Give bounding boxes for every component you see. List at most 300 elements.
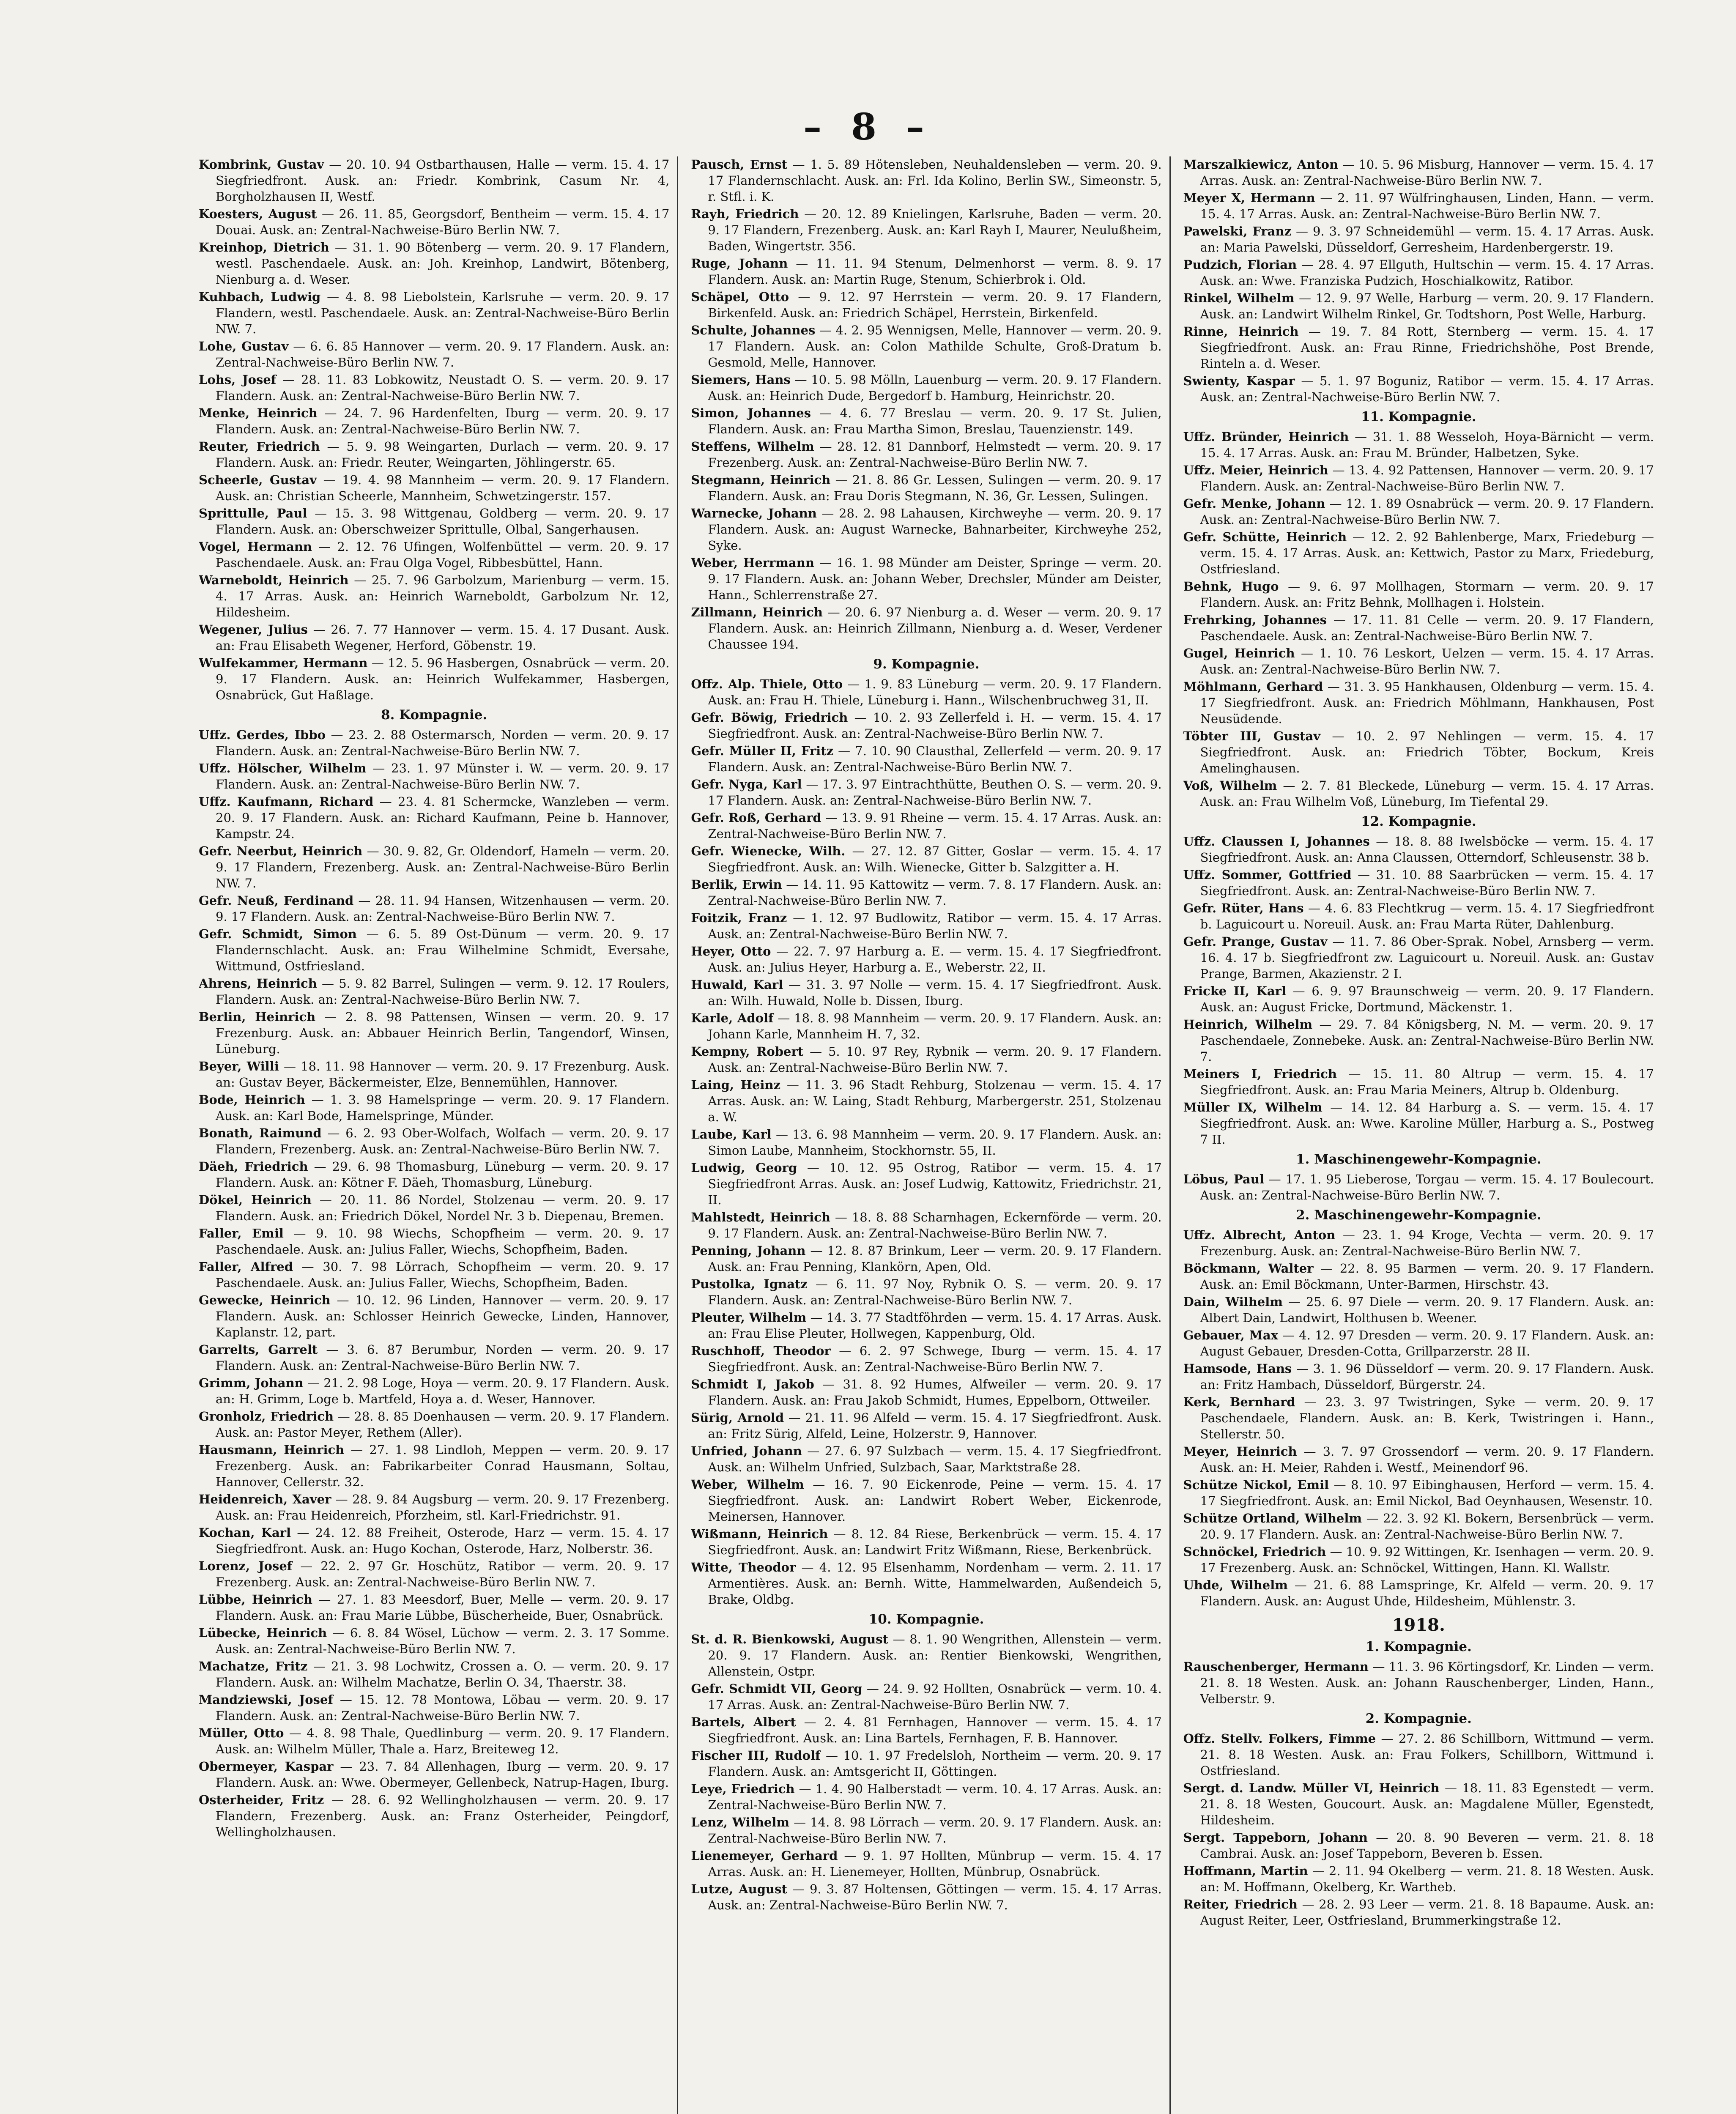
entry-name: Lübecke, Heinrich	[199, 1626, 327, 1640]
entry-details: — 10. 2. 97 Nehlingen — verm. 15. 4. 17 Siegfriedfront. Ausk. an: Friedrich Töbter, Bockum, Kreis Amelinghausen.	[1200, 729, 1654, 775]
list-entry	[199, 1342, 669, 1374]
entry-details: — 4. 8. 98 Thale, Quedlinburg — verm. 20. 9. 17 Flandern. Ausk. an: Wilhelm Müller, Thale a. Harz, Breiteweg 12.	[216, 1726, 670, 1756]
list-entry	[199, 472, 669, 504]
list-entry	[1183, 1510, 1654, 1542]
entry-name: Rayh, Friedrich	[691, 207, 799, 221]
list-entry	[1183, 1227, 1654, 1259]
entry-details: — 20. 11. 86 Nordel, Stolzenau — verm. 20. 9. 17 Flandern. Ausk. an: Friedrich Dökel, Nordel Nr. 3 b. Diepenau, Bremen.	[216, 1193, 670, 1223]
entry-name: Müller IX, Wilhelm	[1183, 1100, 1323, 1115]
entry-details: — 21. 11. 96 Alfeld — verm. 15. 4. 17 Siegfriedfront. Ausk. an: Fritz Sürig, Alfeld, Leine, Holzerstr. 9, Hannover.	[708, 1410, 1162, 1441]
entry-name: Rinne, Heinrich	[1183, 324, 1299, 339]
list-entry	[1183, 190, 1654, 222]
entry-details: — 4. 6. 77 Breslau — verm. 20. 9. 17 St. Julien, Flandern. Ausk. an: Frau Martha Simon, Breslau, Tauenzienstr. 149.	[708, 406, 1162, 436]
entry-name: Simon, Johannes	[691, 406, 811, 420]
list-entry	[1183, 1659, 1654, 1707]
list-entry	[1183, 778, 1654, 810]
entry-details: — 11. 7. 86 Ober-Sprak. Nobel, Arnsberg — verm. 16. 4. 17 b. Siegfriedfront zw. Laguicourt u. Noreuil. Ausk. an: Gustav Prange, Barmen, Akazienstr. 2 I.	[1200, 934, 1654, 981]
entry-name: Faller, Emil	[199, 1226, 284, 1240]
entry-name: Uffz. Meier, Heinrich	[1183, 463, 1328, 477]
entry-name: Berlin, Heinrich	[199, 1010, 316, 1024]
list-entry	[199, 727, 669, 759]
list-entry	[1183, 1896, 1654, 1928]
entry-details: — 27. 6. 97 Sulzbach — verm. 15. 4. 17 Siegfriedfront. Ausk. an: Wilhelm Unfried, Sulzbach, Saar, Marktstraße 28.	[708, 1444, 1162, 1474]
entry-details: — 1. 9. 83 Lüneburg — verm. 20. 9. 17 Flandern. Ausk. an: Frau H. Thiele, Lüneburg i. Hann., Wilschenbruchweg 31, II.	[708, 677, 1162, 707]
list-entry	[691, 555, 1161, 603]
list-entry	[1183, 645, 1654, 677]
entry-details: — 16. 7. 90 Eickenrode, Peine — verm. 15. 4. 17 Siegfriedfront. Ausk. an: Landwirt Robert Weber, Eickenrode, Meinersen, Hannover.	[708, 1477, 1162, 1524]
list-entry	[691, 438, 1161, 471]
company-heading: 10. Kompagnie.	[868, 1612, 984, 1627]
entry-name: Löbus, Paul	[1183, 1172, 1264, 1186]
entry-details: — 1. 3. 98 Hamelspringe — verm. 20. 9. 17 Flandern. Ausk. an: Karl Bode, Hamelspringe, Münder.	[216, 1093, 670, 1123]
entry-details: — 9. 6. 97 Mollhagen, Stormarn — verm. 20. 9. 17 Flandern. Ausk. an: Fritz Behnk, Mollhagen i. Holstein.	[1200, 579, 1654, 610]
entry-details: — 17. 11. 81 Celle — verm. 20. 9. 17 Flandern, Paschendaele. Ausk. an: Zentral-Nachweise-Büro Berlin NW. 7.	[1200, 613, 1654, 643]
entry-details: — 9. 3. 87 Holtensen, Göttingen — verm. 15. 4. 17 Arras. Ausk. an: Zentral-Nachweise-Büro Berlin NW. 7.	[708, 1882, 1162, 1912]
list-entry	[691, 1343, 1161, 1375]
list-entry	[199, 1625, 669, 1657]
entry-name: Offz. Stellv. Folkers, Fimme	[1183, 1731, 1376, 1746]
entry-details: — 3. 7. 97 Grossendorf — verm. 20. 9. 17 Flandern. Ausk. an: H. Meier, Rahden i. Westf., Meinendorf 96.	[1200, 1444, 1654, 1475]
entry-details: — 1. 4. 90 Halberstadt — verm. 10. 4. 17 Arras. Ausk. an: Zentral-Nachweise-Büro Berlin NW. 7.	[708, 1782, 1162, 1812]
list-entry	[1183, 496, 1654, 528]
list-entry	[691, 1747, 1161, 1780]
entry-details: — 24. 12. 88 Freiheit, Osterode, Harz — verm. 15. 4. 17 Siegfriedfront. Ausk. an: Hugo Kochan, Osterode, Harz, Nolberstr. 36.	[216, 1525, 670, 1556]
entry-name: Lienemeyer, Gerhard	[691, 1848, 838, 1863]
entry-name: Wißmann, Heinrich	[691, 1527, 828, 1541]
list-entry	[691, 1243, 1161, 1275]
entry-details: — 3. 6. 87 Berumbur, Norden — verm. 20. 9. 17 Flandern. Ausk. an: Zentral-Nachweise-Büro Berlin NW. 7.	[216, 1342, 670, 1373]
list-entry	[199, 1158, 669, 1191]
entry-name: Mahlstedt, Heinrich	[691, 1210, 831, 1224]
list-entry	[1183, 934, 1654, 982]
entry-details: — 8. 12. 84 Riese, Berkenbrück — verm. 15. 4. 17 Siegfriedfront. Ausk. an: Landwirt Fritz Wißmann, Riese, Berkenbrück.	[708, 1527, 1162, 1557]
list-entry	[691, 156, 1161, 205]
list-entry	[1183, 1477, 1654, 1509]
entry-details: — 6. 8. 84 Wösel, Lüchow — verm. 2. 3. 17 Somme. Ausk. an: Zentral-Nachweise-Büro Berlin NW. 7.	[216, 1626, 670, 1656]
entry-details: — 8. 10. 97 Eibinghausen, Herford — verm. 15. 4. 17 Siegfriedfront. Ausk. an: Emil Nickol, Bad Oeynhausen, Wesenstr. 10.	[1200, 1478, 1654, 1508]
list-entry	[691, 255, 1161, 288]
entry-details: — 27. 1. 83 Meesdorf, Buer, Melle — verm. 20. 9. 17 Flandern. Ausk. an: Frau Marie Lübbe, Büscherheide, Buer, Osnabrück.	[216, 1592, 670, 1623]
entry-details: — 6. 9. 97 Braunschweig — verm. 20. 9. 17 Flandern. Ausk. an: August Fricke, Dortmund, Mäckenstr. 1.	[1200, 984, 1654, 1014]
entry-name: Warneboldt, Heinrich	[199, 573, 349, 587]
entry-name: Bode, Heinrich	[199, 1093, 305, 1107]
entry-details: — 2. 11. 97 Wülfringhausen, Linden, Hann. — verm. 15. 4. 17 Arras. Ausk. an: Zentral-Nachweise-Büro Berlin NW. 7.	[1200, 191, 1654, 221]
list-entry	[691, 1559, 1161, 1607]
entry-details: — 18. 8. 98 Mannheim — verm. 20. 9. 17 Flandern. Ausk. an: Johann Karle, Mannheim H. 7, 32.	[708, 1011, 1162, 1041]
list-entry	[199, 1125, 669, 1157]
entry-name: Heidenreich, Xaver	[199, 1492, 331, 1506]
company-heading: 2. Kompagnie.	[1365, 1711, 1472, 1726]
entry-name: Rauschenberger, Hermann	[1183, 1659, 1369, 1674]
entry-name: Lohe, Gustav	[199, 339, 289, 353]
entry-name: Gefr. Roß, Gerhard	[691, 811, 821, 825]
entry-name: Gefr. Schmidt, Simon	[199, 927, 357, 941]
list-entry	[691, 810, 1161, 842]
entry-name: Meyer, Heinrich	[1183, 1444, 1297, 1459]
entry-details: — 20. 12. 89 Knielingen, Karlsruhe, Baden — verm. 20. 9. 17 Flandern, Frezenberg. Ausk. an: Karl Rayh I, Maurer, Neulußheim, Baden, Wingertstr. 356.	[708, 207, 1162, 253]
company-heading: 1. Kompagnie.	[1365, 1639, 1472, 1654]
entry-details: — 1. 12. 97 Budlowitz, Ratibor — verm. 15. 4. 17 Arras. Ausk. an: Zentral-Nachweise-Büro Berlin NW. 7.	[708, 911, 1162, 941]
list-entry	[1183, 1863, 1654, 1895]
list-entry	[1183, 1443, 1654, 1476]
list-entry	[691, 1526, 1161, 1558]
list-entry	[691, 372, 1161, 404]
year-heading: 1918.	[1392, 1615, 1445, 1635]
entry-details: — 27. 1. 98 Lindloh, Meppen — verm. 20. 9. 17 Frezenberg. Ausk. an: Fabrikarbeiter Conrad Hausmann, Soltau, Hannover, Cellerstr. 32.	[216, 1443, 670, 1489]
entry-details: — 19. 7. 84 Rott, Sternberg — verm. 15. 4. 17 Siegfriedfront. Ausk. an: Frau Rinne, Friedrichshöhe, Post Brende, Rinteln a. d. Weser.	[1200, 324, 1654, 371]
entry-details: — 21. 8. 86 Gr. Lessen, Sulingen — verm. 20. 9. 17 Flandern. Ausk. an: Frau Doris Stegmann, N. 36, Gr. Lessen, Sulingen.	[708, 473, 1162, 503]
entry-name: Wegener, Julius	[199, 622, 308, 637]
entry-name: Lutze, August	[691, 1882, 787, 1896]
company-heading: 2. Maschinengewehr-Kompagnie.	[1296, 1208, 1542, 1223]
entry-name: Uhde, Wilhelm	[1183, 1578, 1288, 1592]
entry-name: Sprittulle, Paul	[199, 506, 307, 520]
entry-details: — 28. 8. 85 Doenhausen — verm. 20. 9. 17 Flandern. Ausk. an: Pastor Meyer, Rethem (Aller).	[216, 1409, 670, 1440]
entry-name: Heinrich, Wilhelm	[1183, 1017, 1313, 1032]
entry-name: Koesters, August	[199, 207, 317, 221]
list-entry	[199, 1442, 669, 1490]
entry-details: — 22. 3. 92 Kl. Bokern, Bersenbrück — verm. 20. 9. 17 Flandern. Ausk. an: Zentral-Nachweise-Büro Berlin NW. 7.	[1200, 1511, 1654, 1542]
entry-name: Voß, Wilhelm	[1183, 778, 1277, 793]
entry-name: Pustolka, Ignatz	[691, 1277, 808, 1291]
entry-details: — 15. 11. 80 Altrup — verm. 15. 4. 17 Siegfriedfront. Ausk. an: Frau Maria Meiners, Altrup b. Oldenburg.	[1200, 1067, 1654, 1097]
entry-details: — 10. 2. 93 Zellerfeld i. H. — verm. 15. 4. 17 Siegfriedfront. Ausk. an: Zentral-Nachweise-Büro Berlin NW. 7.	[708, 710, 1162, 741]
entry-details: — 27. 2. 86 Schillborn, Wittmund — verm. 21. 8. 18 Westen. Ausk. an: Frau Folkers, Schillborn, Wittmund i. Ostfriesland.	[1200, 1731, 1654, 1778]
entry-details: — 3. 1. 96 Düsseldorf — verm. 20. 9. 17 Flandern. Ausk. an: Fritz Hambach, Düsseldorf, Bürgerstr. 24.	[1200, 1361, 1654, 1392]
entry-name: Machatze, Fritz	[199, 1659, 308, 1673]
entry-details: — 12. 8. 87 Brinkum, Leer — verm. 20. 9. 17 Flandern. Ausk. an: Frau Penning, Klankörn, Apen, Old.	[708, 1243, 1162, 1274]
entry-details: — 9. 3. 97 Schneidemühl — verm. 15. 4. 17 Arras. Ausk. an: Maria Pawelski, Düsseldorf, Gerresheim, Hardenbergerstr. 19.	[1200, 224, 1654, 255]
entry-name: Kombrink, Gustav	[199, 157, 324, 172]
entry-details: — 2. 4. 81 Fernhagen, Hannover — verm. 15. 4. 17 Siegfriedfront. Ausk. an: Lina Bartels, Fernhagen, F. B. Hannover.	[708, 1715, 1162, 1745]
list-entry	[199, 505, 669, 537]
entry-details: — 21. 3. 98 Lochwitz, Crossen a. O. — verm. 20. 9. 17 Flandern. Ausk. an: Wilhelm Machatze, Berlin O. 34, Thaerstr. 38.	[216, 1659, 670, 1690]
list-entry	[691, 676, 1161, 708]
entry-details: — 28. 6. 92 Wellingholzhausen — verm. 20. 9. 17 Flandern, Frezenberg. Ausk. an: Franz Osterheider, Peingdorf, Wellingholzhausen.	[216, 1793, 670, 1839]
entry-name: Lorenz, Josef	[199, 1559, 293, 1573]
entry-details: — 15. 3. 98 Wittgenau, Goldberg — verm. 20. 9. 17 Flandern. Ausk. an: Oberschweizer Sprittulle, Olbal, Sangerhausen.	[216, 506, 670, 537]
list-entry	[1183, 257, 1654, 289]
entry-details: — 28. 11. 94 Hansen, Witzenhausen — verm. 20. 9. 17 Flandern. Ausk. an: Zentral-Nachweise-Büro Berlin NW. 7.	[216, 893, 670, 924]
entry-name: Gefr. Schütte, Heinrich	[1183, 530, 1347, 544]
entry-name: Gefr. Wienecke, Wilh.	[691, 844, 846, 858]
entry-details: — 31. 10. 88 Saarbrücken — verm. 15. 4. 17 Siegfriedfront. Ausk. an: Zentral-Nachweise-Büro Berlin NW. 7.	[1200, 868, 1654, 898]
entry-name: Ahrens, Heinrich	[199, 976, 317, 991]
entry-name: Kerk, Bernhard	[1183, 1395, 1295, 1409]
entry-details: — 28. 12. 81 Dannborf, Helmstedt — verm. 20. 9. 17 Frezenberg. Ausk. an: Zentral-Nachweise-Büro Berlin NW. 7.	[708, 439, 1162, 470]
entry-details: — 12. 5. 96 Hasbergen, Osnabrück — verm. 20. 9. 17 Flandern. Ausk. an: Heinrich Wulfekammer, Hasbergen, Osnabrück, Gut Haßlage.	[216, 656, 670, 702]
list-entry	[199, 572, 669, 620]
entry-name: Hamsode, Hans	[1183, 1361, 1292, 1376]
entry-name: Pausch, Ernst	[691, 157, 788, 172]
list-entry	[199, 1525, 669, 1557]
entry-name: Sürig, Arnold	[691, 1410, 784, 1425]
entry-name: Menke, Heinrich	[199, 406, 318, 420]
list-entry	[199, 239, 669, 288]
entry-name: Lenz, Wilhelm	[691, 1815, 790, 1829]
entry-details: — 13. 9. 91 Rheine — verm. 15. 4. 17 Arras. Ausk. an: Zentral-Nachweise-Büro Berlin NW. 7.	[708, 811, 1162, 841]
entry-name: Bartels, Albert	[691, 1715, 796, 1729]
list-entry	[1183, 867, 1654, 899]
entry-name: Gronholz, Friedrich	[199, 1409, 334, 1424]
entry-details: — 20. 10. 94 Ostbarthausen, Halle — verm. 15. 4. 17 Siegfriedfront. Ausk. an: Friedr. Kombrink, Casum Nr. 4, Borgholzhausen II, Westf.	[216, 157, 670, 204]
entry-name: Obermeyer, Kaspar	[199, 1759, 334, 1774]
entry-details: — 14. 8. 98 Lörrach — verm. 20. 9. 17 Flandern. Ausk. an: Zentral-Nachweise-Büro Berlin NW. 7.	[708, 1815, 1162, 1846]
entry-name: Pleuter, Wilhelm	[691, 1310, 807, 1325]
entry-details: — 6. 11. 97 Noy, Rybnik O. S. — verm. 20. 9. 17 Flandern. Ausk. an: Zentral-Nachweise-Büro Berlin NW. 7.	[708, 1277, 1162, 1307]
entry-name: Steffens, Wilhelm	[691, 439, 814, 454]
list-entry	[199, 1591, 669, 1624]
list-entry	[691, 1681, 1161, 1713]
list-entry	[1183, 728, 1654, 776]
entry-name: Weber, Wilhelm	[691, 1477, 804, 1492]
entry-details: — 4. 12. 95 Elsenhamm, Nordenham — verm. 2. 11. 17 Armentières. Ausk. an: Bernh. Witte, Hammelwarden, Außendeich 5, Brake, Oldbg.	[708, 1560, 1162, 1607]
list-entry	[199, 1758, 669, 1791]
list-entry	[199, 926, 669, 974]
entry-details: — 2. 11. 94 Okelberg — verm. 21. 8. 18 Westen. Ausk. an: M. Hoffmann, Okelberg, Kr. Wartheb.	[1200, 1864, 1654, 1894]
entry-name: Fischer III, Rudolf	[691, 1748, 821, 1763]
entry-name: Gefr. Menke, Johann	[1183, 496, 1325, 511]
entry-name: Fricke II, Karl	[1183, 984, 1286, 998]
list-entry	[199, 760, 669, 792]
list-entry	[199, 372, 669, 404]
entry-details: — 1. 5. 89 Hötensleben, Neuhaldensleben — verm. 20. 9. 17 Flandernschlacht. Ausk. an: Frl. Ida Kolino, Berlin SW., Simeonstr. 5, r. Stfl. i. K.	[708, 157, 1162, 204]
list-entry	[1183, 1361, 1654, 1393]
entry-details: — 8. 1. 90 Wengrithen, Allenstein — verm. 20. 9. 17 Flandern. Ausk. an: Rentier Bienkowski, Wengrithen, Allenstein, Ostpr.	[708, 1632, 1162, 1679]
entry-name: Dain, Wilhelm	[1183, 1295, 1283, 1309]
list-entry	[691, 1781, 1161, 1813]
list-entry	[199, 1375, 669, 1407]
entry-name: Laing, Heinz	[691, 1078, 781, 1092]
entry-name: Weber, Herrmann	[691, 556, 814, 570]
list-entry	[1183, 373, 1654, 405]
list-entry	[691, 1714, 1161, 1746]
entry-name: Penning, Johann	[691, 1243, 806, 1258]
entry-name: Schäpel, Otto	[691, 290, 789, 304]
entry-details: — 5. 9. 82 Barrel, Sulingen — verm. 9. 12. 17 Roulers, Flandern. Ausk. an: Zentral-Nachweise-Büro Berlin NW. 7.	[216, 976, 670, 1007]
entry-details: — 23. 2. 88 Ostermarsch, Norden — verm. 20. 9. 17 Flandern. Ausk. an: Zentral-Nachweise-Büro Berlin NW. 7.	[216, 728, 670, 758]
entry-details: — 26. 11. 85, Georgsdorf, Bentheim — verm. 15. 4. 17 Douai. Ausk. an: Zentral-Nachweise-Büro Berlin NW. 7.	[216, 207, 670, 237]
entry-name: Schmidt I, Jakob	[691, 1377, 814, 1391]
entry-details: — 11. 3. 96 Körtingsdorf, Kr. Linden — verm. 21. 8. 18 Westen. Ausk. an: Johann Rauschenberger, Linden, Hann., Velberstr. 9.	[1200, 1659, 1654, 1706]
list-entry	[1183, 1780, 1654, 1828]
list-entry	[199, 206, 669, 238]
entry-details: — 2. 7. 81 Bleckede, Lüneburg — verm. 15. 4. 17 Arras. Ausk. an: Frau Wilhelm Voß, Lüneburg, Im Tiefental 29.	[1200, 778, 1654, 809]
entry-name: Gefr. Neuß, Ferdinand	[199, 893, 354, 908]
entry-name: Rinkel, Wilhelm	[1183, 291, 1295, 305]
entry-details: — 30. 9. 82, Gr. Oldendorf, Hameln — verm. 20. 9. 17 Flandern, Frezenberg. Ausk. an: Zentral-Nachweise-Büro Berlin NW. 7.	[216, 844, 670, 890]
entry-details: — 24. 7. 96 Hardenfelten, Iburg — verm. 20. 9. 17 Flandern. Ausk. an: Zentral-Nachweise-Büro Berlin NW. 7.	[216, 406, 670, 436]
list-entry	[691, 1443, 1161, 1475]
entry-name: Ruschhoff, Theodor	[691, 1344, 831, 1358]
entry-name: Däeh, Friedrich	[199, 1159, 308, 1174]
entry-name: Wulfekammer, Hermann	[199, 656, 368, 670]
entry-name: Kreinhop, Dietrich	[199, 240, 329, 255]
entry-details: — 11. 11. 94 Stenum, Delmenhorst — verm. 8. 9. 17 Flandern. Ausk. an: Martin Ruge, Stenum, Schierbrok i. Old.	[708, 256, 1162, 287]
list-entry	[199, 622, 669, 654]
entry-name: Gefr. Prange, Gustav	[1183, 934, 1328, 949]
list-entry	[691, 1848, 1161, 1880]
entry-name: Meiners I, Friedrich	[1183, 1067, 1337, 1081]
entry-details: — 10. 5. 96 Misburg, Hannover — verm. 15. 4. 17 Arras. Ausk. an: Zentral-Nachweise-Büro Berlin NW. 7.	[1200, 157, 1654, 188]
entry-details: — 6. 5. 89 Ost-Dünum — verm. 20. 9. 17 Flandernschlacht. Ausk. an: Frau Wilhelmine Schmidt, Eversahe, Wittmund, Ostfriesland.	[216, 927, 670, 973]
list-entry	[691, 1160, 1161, 1208]
entry-name: Scheerle, Gustav	[199, 473, 317, 487]
entry-name: Schütze Nickol, Emil	[1183, 1478, 1329, 1492]
entry-details: — 28. 2. 93 Leer — verm. 21. 8. 18 Bapaume. Ausk. an: August Reiter, Leer, Ostfriesland, Brummerkingstraße 12.	[1200, 1897, 1654, 1928]
entry-details: — 26. 7. 77 Hannover — verm. 15. 4. 17 Dusant. Ausk. an: Frau Elisabeth Wegener, Herford, Göbenstr. 19.	[216, 622, 670, 653]
entry-name: Behnk, Hugo	[1183, 579, 1279, 594]
entry-name: St. d. R. Bienkowski, August	[691, 1632, 888, 1646]
entry-name: Vogel, Hermann	[199, 539, 312, 554]
entry-name: Schulte, Johannes	[691, 323, 816, 337]
entry-name: Hoffmann, Martin	[1183, 1864, 1308, 1878]
entry-details: — 29. 6. 98 Thomasburg, Lüneburg — verm. 20. 9. 17 Flandern. Ausk. an: Kötner F. Däeh, Thomasburg, Lüneburg.	[216, 1159, 670, 1190]
entry-details: — 18. 11. 83 Egenstedt — verm. 21. 8. 18 Westen, Goucourt. Ausk. an: Magdalene Müller, Egenstedt, Hildesheim.	[1200, 1781, 1654, 1827]
entry-details: — 23. 1. 94 Kroge, Vechta — verm. 20. 9. 17 Frezenburg. Ausk. an: Zentral-Nachweise-Büro Berlin NW. 7.	[1200, 1228, 1654, 1258]
list-entry	[691, 1309, 1161, 1342]
entry-details: — 15. 12. 78 Montowa, Löbau — verm. 20. 9. 17 Flandern. Ausk. an: Zentral-Nachweise-Büro Berlin NW. 7.	[216, 1692, 670, 1723]
entry-name: Uffz. Hölscher, Wilhelm	[199, 761, 367, 775]
entry-name: Leye, Friedrich	[691, 1782, 795, 1796]
entry-details: — 6. 2. 93 Ober-Wolfach, Wolfach — verm. 20. 9. 17 Flandern, Frezenberg. Ausk. an: Zentral-Nachweise-Büro Berlin NW. 7.	[216, 1126, 670, 1156]
entry-name: Gefr. Schmidt VII, Georg	[691, 1681, 863, 1696]
list-entry	[691, 776, 1161, 808]
list-entry	[1183, 612, 1654, 644]
list-entry	[199, 1658, 669, 1690]
list-entry	[199, 1225, 669, 1257]
list-entry	[691, 1476, 1161, 1525]
list-entry	[691, 743, 1161, 775]
company-heading: 8. Kompagnie.	[381, 707, 487, 723]
entry-name: Grimm, Johann	[199, 1376, 304, 1390]
list-entry	[691, 1276, 1161, 1308]
list-entry	[691, 1043, 1161, 1076]
entry-details: — 25. 7. 96 Garbolzum, Marienburg — verm. 15. 4. 17 Arras. Ausk. an: Heinrich Warneboldt, Garbolzum Nr. 12, Hildesheim.	[216, 573, 670, 619]
entry-details: — 28. 4. 97 Ellguth, Hultschin — verm. 15. 4. 17 Arras. Ausk. an: Wwe. Franziska Pudzich, Hoschialkowitz, Ratibor.	[1200, 257, 1654, 288]
list-entry	[199, 843, 669, 891]
entry-name: Stegmann, Heinrich	[691, 473, 831, 487]
list-entry	[199, 794, 669, 842]
entry-details: — 23. 3. 97 Twistringen, Syke — verm. 20. 9. 17 Paschendaele, Flandern. Ausk. an: B. Kerk, Twistringen i. Hann., Stellerstr. 50.	[1200, 1395, 1654, 1441]
list-entry	[199, 1259, 669, 1291]
list-entry	[199, 1408, 669, 1440]
casualty-list	[199, 156, 1662, 2114]
entry-details: — 14. 11. 95 Kattowitz — verm. 7. 8. 17 Flandern. Ausk. an: Zentral-Nachweise-Büro Berlin NW. 7.	[708, 877, 1162, 908]
entry-details: — 4. 6. 83 Flechtkrug — verm. 15. 4. 17 Siegfriedfront b. Laguicourt u. Noreuil. Ausk. an: Frau Marta Rüter, Dahlenburg.	[1200, 901, 1654, 931]
list-entry	[199, 438, 669, 471]
list-entry	[1183, 1066, 1654, 1098]
list-entry	[1183, 429, 1654, 461]
entry-name: Karle, Adolf	[691, 1011, 774, 1025]
entry-name: Heyer, Otto	[691, 944, 771, 958]
entry-name: Swienty, Kaspar	[1183, 374, 1295, 388]
entry-name: Gefr. Böwig, Friedrich	[691, 710, 848, 725]
list-entry	[691, 1631, 1161, 1679]
list-entry	[199, 1725, 669, 1757]
entry-details: — 18. 11. 98 Hannover — verm. 20. 9. 17 Frezenburg. Ausk. an: Gustav Beyer, Bäckermeister, Elze, Bennemühlen, Hannover.	[216, 1059, 670, 1090]
list-entry	[1183, 1829, 1654, 1862]
entry-name: Schütze Ortland, Wilhelm	[1183, 1511, 1362, 1525]
list-entry	[1183, 1016, 1654, 1065]
entry-details: — 4. 2. 95 Wennigsen, Melle, Hannover — verm. 20. 9. 17 Flandern. Ausk. an: Colon Mathilde Schulte, Groß-Dratum b. Gesmold, Melle, Hannover.	[708, 323, 1162, 370]
entry-details: — 24. 9. 92 Hollten, Osnabrück — verm. 10. 4. 17 Arras. Ausk. an: Zentral-Nachweise-Büro Berlin NW. 7.	[708, 1681, 1162, 1712]
entry-details: — 22. 2. 97 Gr. Hoschütz, Ratibor — verm. 20. 9. 17 Frezenberg. Ausk. an: Zentral-Nachweise-Büro Berlin NW. 7.	[216, 1559, 670, 1589]
entry-details: — 7. 10. 90 Clausthal, Zellerfeld — verm. 20. 9. 17 Flandern. Ausk. an: Zentral-Nachweise-Büro Berlin NW. 7.	[708, 744, 1162, 774]
entry-name: Huwald, Karl	[691, 978, 783, 992]
entry-name: Müller, Otto	[199, 1726, 284, 1740]
entry-details: — 18. 8. 88 Iwelsböcke — verm. 15. 4. 17 Siegfriedfront. Ausk. an: Anna Claussen, Otterndorf, Schleusenstr. 38 b.	[1200, 834, 1654, 865]
entry-details: — 20. 6. 97 Nienburg a. d. Weser — verm. 20. 9. 17 Flandern. Ausk. an: Heinrich Zillmann, Nienburg a. d. Weser, Verdener Chaussee 194.	[708, 605, 1162, 652]
entry-details: — 12. 1. 89 Osnabrück — verm. 20. 9. 17 Flandern. Ausk. an: Zentral-Nachweise-Büro Berlin NW. 7.	[1200, 496, 1654, 527]
list-entry	[1183, 1327, 1654, 1359]
entry-name: Gugel, Heinrich	[1183, 646, 1295, 660]
entry-details: — 12. 9. 97 Welle, Harburg — verm. 20. 9. 17 Flandern. Ausk. an: Landwirt Wilhelm Rinkel, Gr. Todtshorn, Post Welle, Harburg.	[1200, 291, 1654, 321]
list-entry	[691, 505, 1161, 553]
list-entry	[691, 405, 1161, 437]
list-entry	[199, 1491, 669, 1523]
list-entry	[1183, 1171, 1654, 1203]
list-entry	[1183, 462, 1654, 494]
entry-details: — 31. 1. 90 Bötenberg — verm. 20. 9. 17 Flandern, westl. Paschendaele. Ausk. an: Joh. Kreinhop, Landwirt, Bötenberg, Nienburg a. d. Weser.	[216, 240, 670, 287]
entry-name: Töbter III, Gustav	[1183, 729, 1321, 743]
entry-details: — 11. 3. 96 Stadt Rehburg, Stolzenau — verm. 15. 4. 17 Arras. Ausk. an: W. Laing, Stadt Rehburg, Marbergerstr. 251, Stolzenau a. W.	[708, 1078, 1162, 1124]
entry-name: Zillmann, Heinrich	[691, 605, 823, 619]
entry-name: Ruge, Johann	[691, 256, 788, 271]
list-entry	[1183, 323, 1654, 372]
entry-name: Frehrking, Johannes	[1183, 613, 1327, 627]
entry-details: — 25. 6. 97 Diele — verm. 20. 9. 17 Flandern. Ausk. an: Albert Dain, Landwirt, Holthusen b. Weener.	[1200, 1295, 1654, 1325]
entry-details: — 28. 9. 84 Augsburg — verm. 20. 9. 17 Frezenberg. Ausk. an: Frau Heidenreich, Pforzheim, stl. Karl-Friedrichstr. 91.	[216, 1492, 670, 1523]
entry-details: — 29. 7. 84 Königsberg, N. M. — verm. 20. 9. 17 Paschendaele, Zonnebeke. Ausk. an: Zentral-Nachweise-Büro Berlin NW. 7.	[1200, 1017, 1654, 1064]
entry-name: Sergt. Tappeborn, Johann	[1183, 1830, 1368, 1845]
list-entry	[691, 322, 1161, 370]
entry-name: Bonath, Raimund	[199, 1126, 322, 1140]
company-heading: 11. Kompagnie.	[1361, 409, 1476, 424]
list-entry	[199, 338, 669, 370]
list-entry	[1183, 1099, 1654, 1147]
entry-details: — 28. 2. 98 Lahausen, Kirchweyhe — verm. 20. 9. 17 Flandern. Ausk. an: August Warnecke, Bahnarbeiter, Kirchweyhe 252, Syke.	[708, 506, 1162, 553]
list-entry	[199, 1009, 669, 1057]
list-entry	[199, 893, 669, 925]
column-left	[199, 156, 678, 2114]
list-entry	[199, 1092, 669, 1124]
entry-name: Mandziewski, Josef	[199, 1692, 333, 1707]
list-entry	[1183, 1294, 1654, 1326]
entry-details: — 5. 9. 98 Weingarten, Durlach — verm. 20. 9. 17 Flandern. Ausk. an: Friedr. Reuter, Weingarten, Jöhlingerstr. 65.	[216, 439, 670, 470]
list-entry	[199, 539, 669, 571]
entry-details: — 22. 7. 97 Harburg a. E. — verm. 15. 4. 17 Siegfriedfront. Ausk. an: Julius Heyer, Harburg a. E., Weberstr. 22, II.	[708, 944, 1162, 975]
entry-name: Marszalkiewicz, Anton	[1183, 157, 1339, 172]
list-entry	[199, 655, 669, 703]
entry-details: — 6. 6. 85 Hannover — verm. 20. 9. 17 Flandern. Ausk. an: Zentral-Nachweise-Büro Berlin NW. 7.	[216, 339, 670, 370]
entry-name: Gefr. Nyga, Karl	[691, 777, 802, 791]
entry-name: Berlik, Erwin	[691, 877, 782, 892]
entry-name: Offz. Alp. Thiele, Otto	[691, 677, 843, 691]
entry-details: — 10. 9. 92 Wittingen, Kr. Isenhagen — verm. 20. 9. 17 Frezenberg. Ausk. an: Schnöckel, Wittingen, Hann. Kl. Wallstr.	[1200, 1544, 1654, 1575]
entry-name: Schnöckel, Friedrich	[1183, 1544, 1326, 1559]
list-entry	[1183, 679, 1654, 727]
list-entry	[1183, 1394, 1654, 1442]
entry-name: Witte, Theodor	[691, 1560, 796, 1575]
entry-name: Garrelts, Garrelt	[199, 1342, 318, 1357]
list-entry	[691, 1376, 1161, 1408]
entry-name: Meyer X, Hermann	[1183, 191, 1315, 205]
entry-details: — 20. 8. 90 Beveren — verm. 21. 8. 18 Cambrai. Ausk. an: Josef Tappeborn, Beveren b. Essen.	[1200, 1830, 1654, 1861]
list-entry	[691, 1010, 1161, 1042]
entry-details: — 17. 3. 97 Eintrachthütte, Beuthen O. S. — verm. 20. 9. 17 Flandern. Ausk. an: Zentral-Nachweise-Büro Berlin NW. 7.	[708, 777, 1162, 808]
entry-name: Unfried, Johann	[691, 1444, 802, 1458]
